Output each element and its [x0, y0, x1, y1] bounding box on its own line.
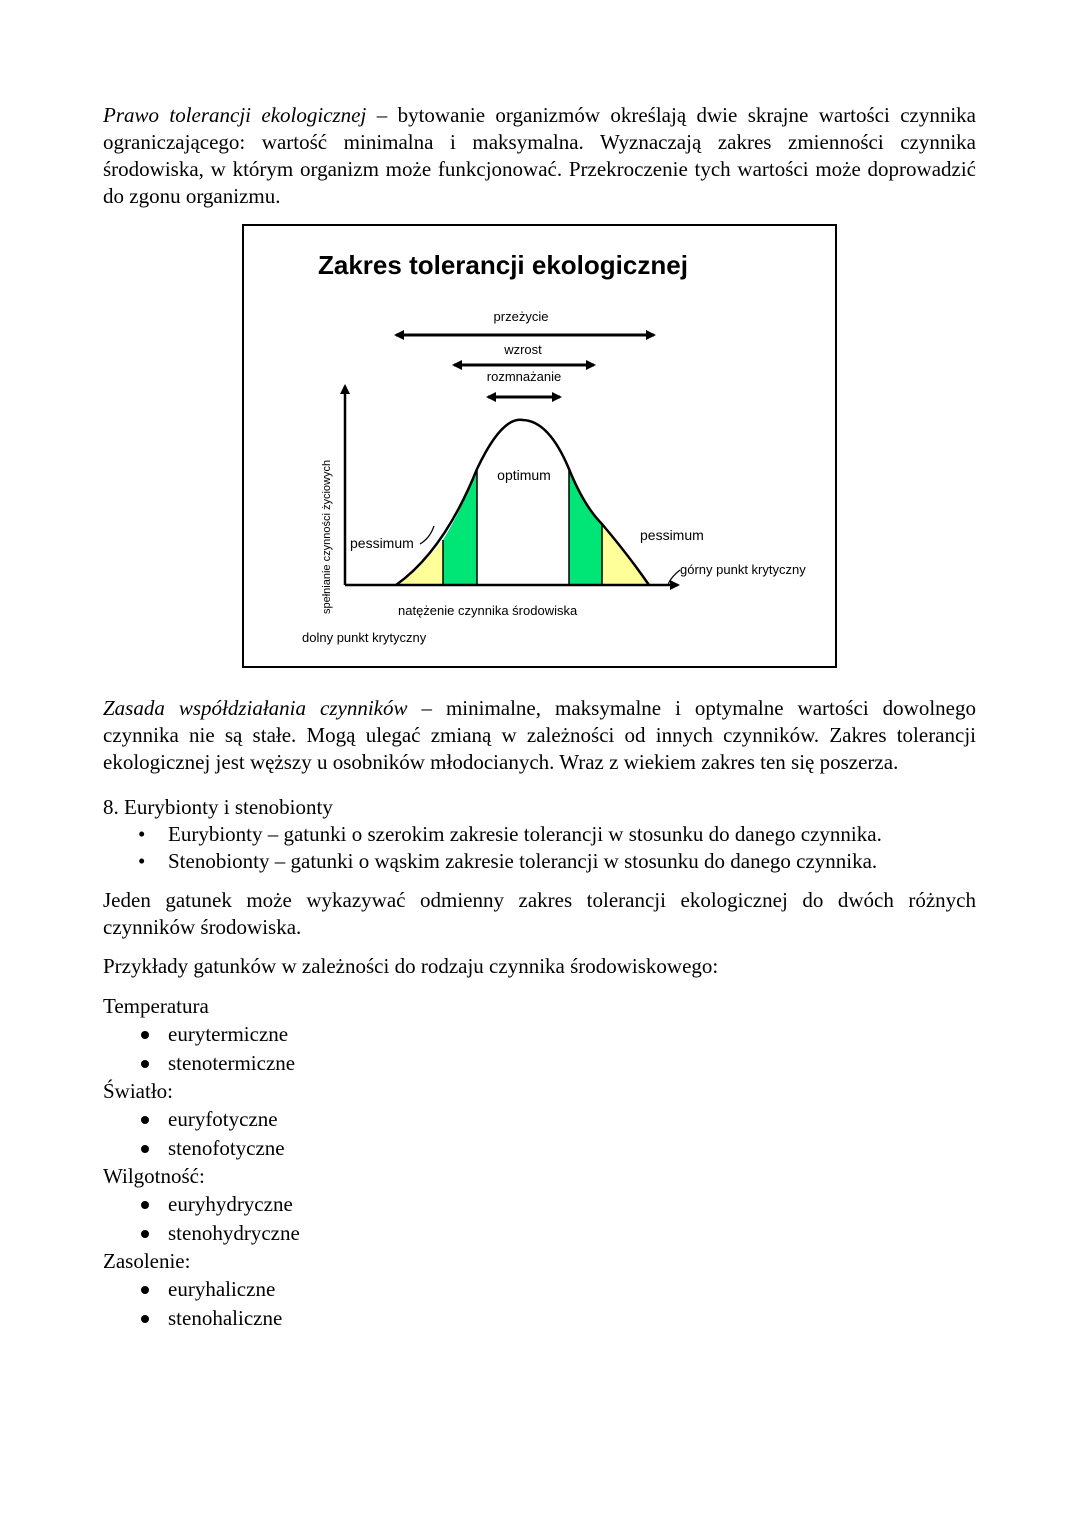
- pessimum-left-label: pessimum: [350, 535, 414, 551]
- reproduction-label: rozmnażanie: [486, 369, 562, 384]
- salinity-list: [103, 1275, 976, 1332]
- list-item: stenohaliczne: [168, 1304, 976, 1333]
- x-axis-label: natężenie czynnika środowiska: [398, 603, 578, 618]
- growth-label: wzrost: [504, 342, 542, 357]
- category-humidity: Wilgotność:: [103, 1164, 205, 1188]
- list-item: stenofotyczne: [168, 1134, 976, 1163]
- section-8-heading: 8. Eurybionty i stenobionty: [103, 795, 333, 819]
- upper-critical-pointer: [668, 570, 680, 585]
- y-axis-label: spełnianie czynności życiowych: [321, 459, 333, 614]
- lower-critical-label: dolny punkt krytyczny: [302, 630, 427, 645]
- tolerance-diagram-svg: [244, 226, 835, 666]
- category-salinity: Zasolenie:: [103, 1249, 191, 1273]
- list-item: euryhydryczne: [168, 1190, 976, 1219]
- eury-steno-list: [103, 821, 976, 875]
- interaction-term: Zasada współdziałania czynników: [103, 696, 408, 720]
- pessimum-left-pointer: [420, 526, 434, 544]
- interaction-paragraph: [103, 695, 976, 776]
- diagram-title: Zakres tolerancji ekologicznej: [318, 250, 688, 280]
- category-light: Światło:: [103, 1079, 174, 1103]
- survival-label: przeżycie: [493, 309, 549, 324]
- optimum-label: optimum: [497, 467, 551, 483]
- list-item: • Stenobionty – gatunki o wąskim zakresie tolerancji w stosunku do danego czynnika.: [168, 848, 976, 875]
- list-item: stenohydryczne: [168, 1219, 976, 1248]
- section-8-paragraph-2: Przykłady gatunków w zależności do rodzaju czynnika środowiskowego:: [103, 954, 719, 978]
- list-item: stenotermiczne: [168, 1049, 976, 1078]
- section-8-paragraph-1: Jeden gatunek może wykazywać odmienny zakres tolerancji ekologicznej do dwóch różnych czynników środowiska.: [103, 888, 976, 939]
- tolerance-diagram: [242, 224, 837, 668]
- upper-critical-label: górny punkt krytyczny: [680, 562, 806, 577]
- intro-paragraph: [103, 102, 976, 210]
- list-item: euryhaliczne: [168, 1275, 976, 1304]
- humidity-list: [103, 1190, 976, 1247]
- category-temperature: Temperatura: [103, 994, 209, 1018]
- document-page: [103, 102, 976, 1332]
- temperature-list: [103, 1020, 976, 1077]
- intro-term: Prawo tolerancji ekologicznej: [103, 103, 367, 127]
- list-item: euryfotyczne: [168, 1105, 976, 1134]
- interaction-text: – minimalne, maksymalne i optymalne wartości dowolnego czynnika nie są stałe. Mogą ulegać zmianą w zależności od innych czynników. Zakres tolerancji ekologicznej jest węższy u osobników młodocianych. Wraz z wiekiem zakres ten się poszerza.: [103, 696, 976, 774]
- intro-text: – bytowanie organizmów określają dwie skrajne wartości czynnika ograniczającego: wartość minimalna i maksymalna. Wyznaczają zakres zmienności czynnika środowiska, w którym organizm może funkcjonować. Przekroczenie tych wartości może doprowadzić do zgonu organizmu.: [103, 103, 976, 208]
- light-list: [103, 1105, 976, 1162]
- pessimum-right-label: pessimum: [640, 527, 704, 543]
- green-zone-right: [569, 469, 602, 585]
- list-item: • Eurybionty – gatunki o szerokim zakresie tolerancji w stosunku do danego czynnika.: [168, 821, 976, 848]
- list-item: eurytermiczne: [168, 1020, 976, 1049]
